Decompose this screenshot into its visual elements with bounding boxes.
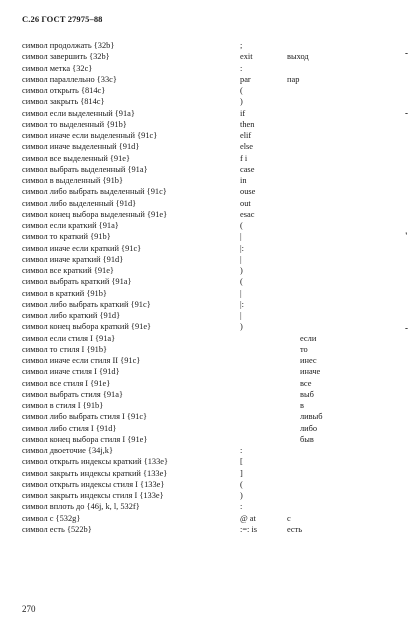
- symbol-name: символ есть {522b}: [22, 524, 92, 534]
- table-row: [22, 85, 402, 96]
- page-number: 270: [22, 604, 36, 614]
- table-row: [22, 153, 402, 164]
- symbol-token: |: [240, 288, 242, 298]
- table-row: [22, 366, 402, 377]
- table-row: [22, 74, 402, 85]
- symbol-token: |: [240, 254, 242, 264]
- table-row: [22, 40, 402, 51]
- symbol-word: либо: [300, 423, 318, 433]
- table-row: [22, 164, 402, 175]
- symbol-token: (: [240, 86, 243, 95]
- symbol-token: exit: [240, 52, 253, 62]
- table-row: [22, 288, 402, 299]
- symbol-token: @ at: [240, 513, 256, 523]
- symbol-token: [: [240, 457, 243, 467]
- symbol-name: символ иначе если выделенный {91c}: [22, 131, 158, 140]
- table-row: [22, 130, 402, 141]
- symbol-name: символ параллельно {33c}: [22, 74, 117, 84]
- symbol-name: символ все краткий {91e}: [22, 266, 114, 275]
- symbol-name: символ либо стиля I {91d}: [22, 423, 117, 433]
- symbol-name: символ в выделенный {91b}: [22, 176, 124, 185]
- table-row: [22, 524, 402, 535]
- symbol-name: символ либо выбрать краткий {91c}: [22, 299, 151, 309]
- symbol-token: case: [240, 164, 255, 174]
- symbol-token: ): [240, 97, 243, 107]
- symbol-token: ): [240, 322, 243, 332]
- margin-mark: -: [405, 323, 408, 333]
- symbol-token: else: [240, 142, 254, 152]
- symbol-name: символ иначе выделенный {91d}: [22, 142, 140, 152]
- table-row: [22, 108, 402, 119]
- table-row: [22, 456, 402, 467]
- symbol-name: символ в стиля I {91b}: [22, 401, 104, 410]
- symbol-name: символ если краткий {91a}: [22, 221, 119, 230]
- symbol-name: символ все выделенный {91e}: [22, 153, 131, 163]
- symbol-name: символ в краткий {91b}: [22, 288, 107, 298]
- table-row: [22, 231, 402, 242]
- symbol-word: ливыб: [300, 412, 323, 422]
- symbol-word: быв: [300, 434, 314, 444]
- symbol-token: out: [240, 198, 251, 208]
- table-row: [22, 265, 402, 276]
- symbol-name: символ либо выбрать выделенный {91c}: [22, 187, 167, 197]
- symbol-name: символ двоеточие {34j,k}: [22, 446, 113, 455]
- symbol-word: все: [300, 378, 312, 388]
- symbol-name: символ конец выбора выделенный {91e}: [22, 209, 168, 219]
- symbol-name: символ с {532g}: [22, 513, 81, 523]
- symbol-word: если: [300, 333, 317, 343]
- table-row: [22, 299, 402, 310]
- table-row: [22, 333, 402, 344]
- symbol-token: |: [240, 232, 242, 242]
- margin-mark: -: [405, 48, 408, 58]
- symbol-name: символ закрыть индексы стиля I {133e}: [22, 491, 164, 500]
- table-row: [22, 209, 402, 220]
- symbol-name: символ закрыть {814c}: [22, 97, 105, 107]
- table-row: [22, 423, 402, 434]
- symbol-name: символ либо краткий {91d}: [22, 311, 121, 320]
- symbol-name: символ то выделенный {91b}: [22, 119, 127, 129]
- symbol-name: символ иначе если стиля II {91c}: [22, 356, 141, 365]
- symbol-word: инес: [300, 356, 317, 365]
- table-row: [22, 378, 402, 389]
- symbol-token: |:: [240, 299, 245, 309]
- symbol-token: esac: [240, 209, 255, 219]
- symbol-token: (: [240, 277, 243, 287]
- symbol-name: символ выбрать краткий {91a}: [22, 277, 132, 287]
- symbol-name: символ то стиля I {91b}: [22, 344, 108, 354]
- symbol-token: then: [240, 119, 255, 129]
- symbol-token: :=: is: [240, 524, 258, 534]
- symbol-token: :: [240, 446, 243, 455]
- symbol-token: :: [240, 502, 243, 512]
- table-row: [22, 254, 402, 265]
- symbol-name: символ выбрать стиля {91a}: [22, 389, 123, 399]
- symbol-token: if: [240, 108, 246, 118]
- symbol-token: ]: [240, 468, 243, 478]
- table-row: [22, 411, 402, 422]
- symbol-name: символ выбрать выделенный {91a}: [22, 164, 148, 174]
- symbol-word: пар: [287, 74, 300, 84]
- symbol-token: (: [240, 479, 243, 489]
- table-row: [22, 141, 402, 152]
- table-row: [22, 389, 402, 400]
- symbol-name: символ иначе если краткий {91c}: [22, 243, 142, 253]
- table-row: [22, 119, 402, 130]
- symbol-name: символ либо выбрать стиля I {91c}: [22, 412, 148, 422]
- table-row: [22, 63, 402, 74]
- symbol-name: символ все стиля I {91e}: [22, 378, 111, 388]
- symbol-token: ): [240, 266, 243, 275]
- symbol-name: символ открыть индексы стиля I {133e}: [22, 479, 165, 489]
- table-row: [22, 220, 402, 231]
- symbol-word: есть: [287, 524, 303, 534]
- table-row: [22, 501, 402, 512]
- table-row: [22, 344, 402, 355]
- symbol-name: символ завершить {32b}: [22, 52, 110, 62]
- symbol-word: выход: [287, 52, 309, 62]
- table-row: [22, 490, 402, 501]
- table-row: [22, 276, 402, 287]
- symbol-name: символ если стиля I {91a}: [22, 333, 116, 343]
- symbol-word: то: [300, 344, 308, 354]
- table-row: [22, 243, 402, 254]
- symbol-name: символ то краткий {91b}: [22, 232, 111, 242]
- symbol-token: :: [240, 63, 243, 73]
- table-row: [22, 96, 402, 107]
- symbol-name: символ открыть {814c}: [22, 86, 106, 95]
- symbol-token: ): [240, 491, 243, 500]
- table-row: [22, 434, 402, 445]
- symbol-token: par: [240, 74, 251, 84]
- table-row: [22, 321, 402, 332]
- symbol-word: с: [287, 513, 291, 523]
- symbol-name: символ вплоть до {46j, k, l, 532f}: [22, 502, 140, 512]
- symbol-name: символ если выделенный {91a}: [22, 108, 135, 118]
- symbol-token: ouse: [240, 187, 256, 197]
- table-row: [22, 355, 402, 366]
- symbol-name: символ метка {32c}: [22, 63, 93, 73]
- symbol-name: символ конец выбора стиля I {91e}: [22, 434, 148, 444]
- table-row: [22, 445, 402, 456]
- table-row: [22, 468, 402, 479]
- table-row: [22, 198, 402, 209]
- symbol-token: |: [240, 311, 242, 320]
- symbol-token: in: [240, 176, 247, 185]
- table-row: [22, 51, 402, 62]
- symbol-token: f i: [240, 153, 248, 163]
- margin-mark: -: [405, 108, 408, 118]
- table-row: [22, 400, 402, 411]
- symbol-name: символ либо выделенный {91d}: [22, 198, 137, 208]
- symbol-token: |:: [240, 243, 245, 253]
- symbol-name: символ открыть индексы краткий {133e}: [22, 457, 169, 467]
- symbol-name: символ иначе краткий {91d}: [22, 254, 124, 264]
- symbol-token: ;: [240, 41, 243, 50]
- table-row: [22, 513, 402, 524]
- symbol-name: символ продолжать {32b}: [22, 41, 115, 50]
- table-row: [22, 175, 402, 186]
- table-row: [22, 479, 402, 490]
- symbol-token: (: [240, 221, 243, 230]
- symbol-word: в: [300, 401, 304, 410]
- table-row: [22, 186, 402, 197]
- symbol-name: символ конец выбора краткий {91e}: [22, 322, 152, 332]
- symbol-name: символ иначе стиля I {91d}: [22, 367, 120, 377]
- margin-mark: ': [405, 231, 408, 241]
- symbol-token: elif: [240, 131, 252, 140]
- symbol-table: [22, 40, 402, 535]
- symbol-word: иначе: [300, 367, 321, 377]
- symbol-word: выб: [300, 389, 314, 399]
- page-header: С.26 ГОСТ 27975–88: [22, 14, 103, 24]
- symbol-name: символ закрыть индексы краткий {133e}: [22, 468, 168, 478]
- table-row: [22, 310, 402, 321]
